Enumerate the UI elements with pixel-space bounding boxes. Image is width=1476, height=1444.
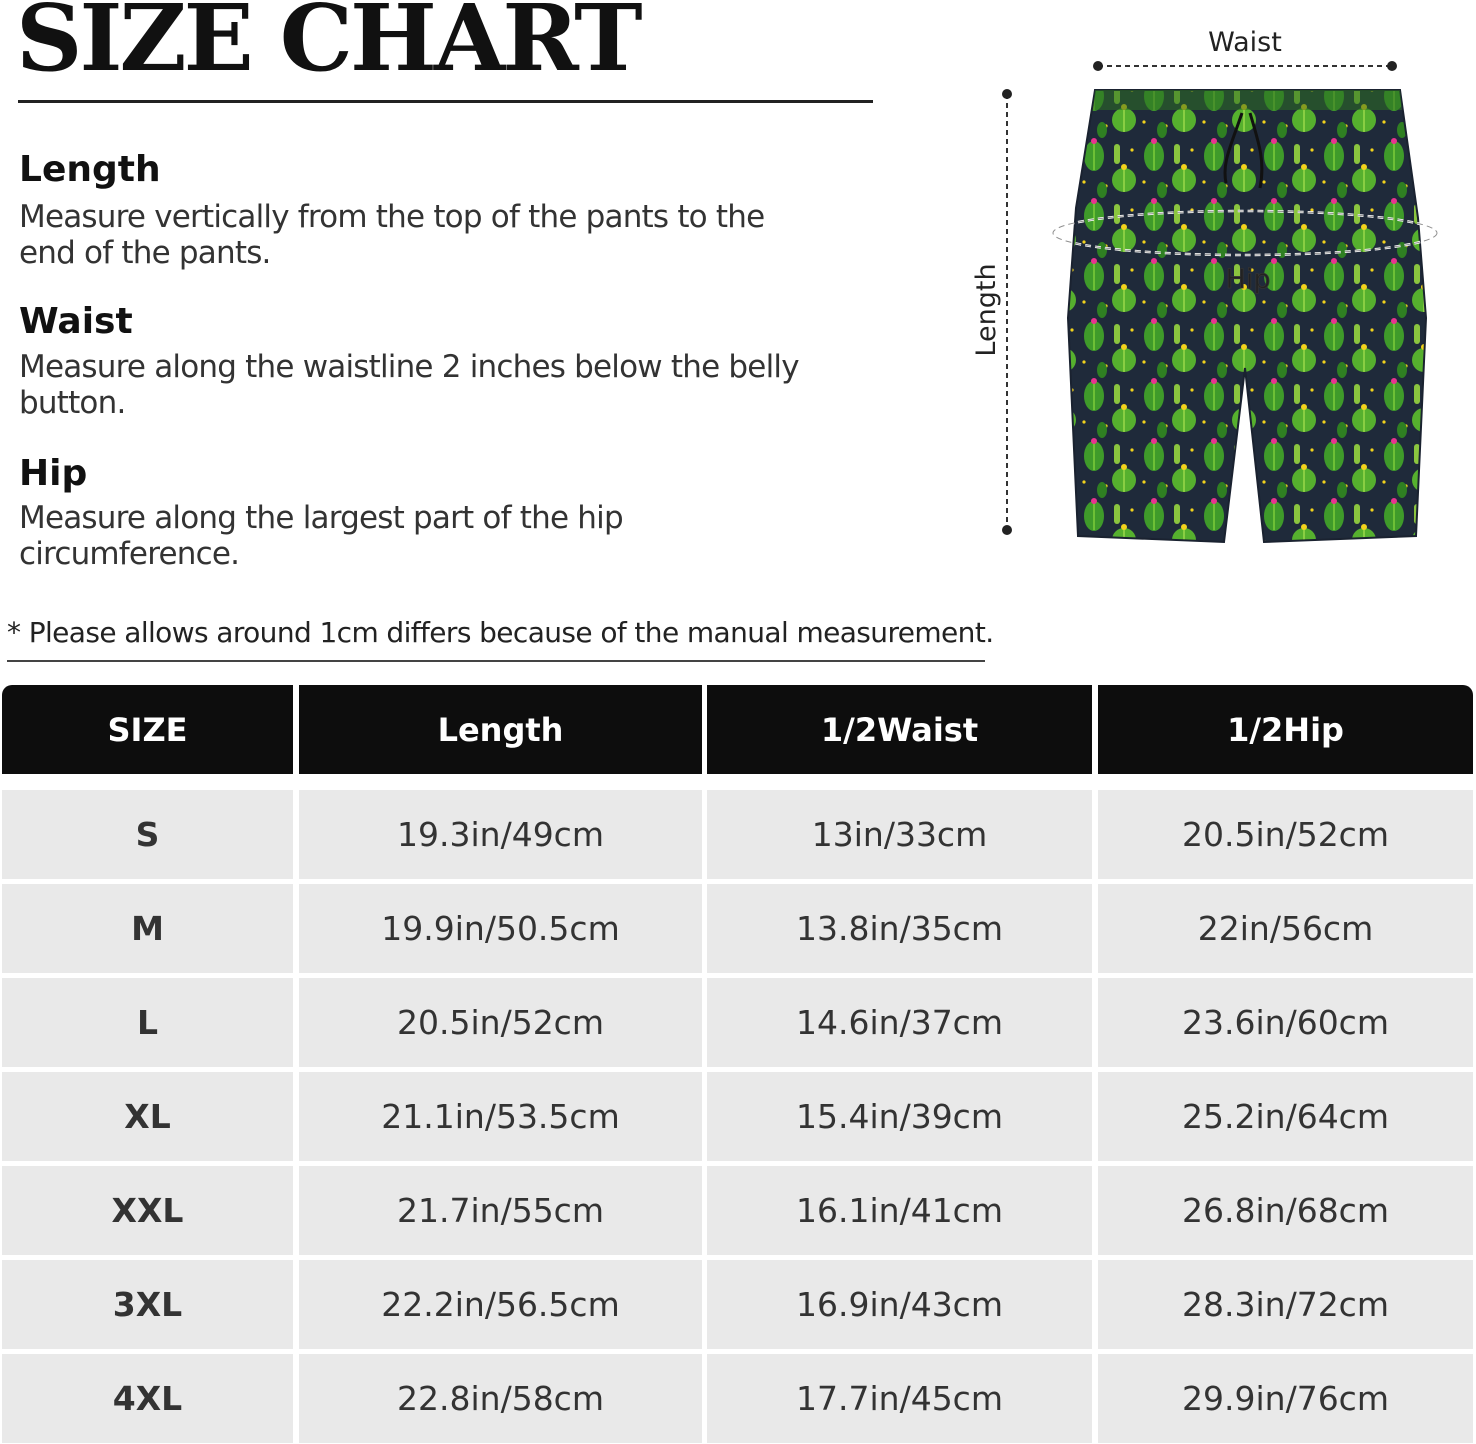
table-cell-length: 22.2in/56.5cm [299, 1260, 702, 1349]
table-cell-length: 21.1in/53.5cm [299, 1072, 702, 1161]
waist-dimension-label: Waist [1208, 27, 1282, 58]
table-cell-half-hip: 28.3in/72cm [1098, 1260, 1473, 1349]
table-cell-size: 3XL [2, 1260, 293, 1349]
table-cell-half-hip: 23.6in/60cm [1098, 978, 1473, 1067]
hip-description: Measure along the largest part of the hip circumference. [19, 500, 623, 572]
table-cell-size: XL [2, 1072, 293, 1161]
note-divider [7, 660, 985, 662]
waist-description: Measure along the waistline 2 inches below the belly button. [19, 349, 799, 421]
length-description: Measure vertically from the top of the pants to the end of the pants. [19, 199, 765, 271]
table-cell-size: S [2, 790, 293, 879]
table-cell-size: M [2, 884, 293, 973]
table-cell-length: 19.9in/50.5cm [299, 884, 702, 973]
length-dimension-label: Length [971, 263, 1002, 357]
hip-dimension-label: Hip [1225, 264, 1271, 295]
table-cell-half-waist: 15.4in/39cm [707, 1072, 1092, 1161]
table-cell-length: 21.7in/55cm [299, 1166, 702, 1255]
table-cell-half-waist: 14.6in/37cm [707, 978, 1092, 1067]
page-title: SIZE CHART [16, 0, 640, 92]
table-cell-half-hip: 25.2in/64cm [1098, 1072, 1473, 1161]
table-cell-half-waist: 13in/33cm [707, 790, 1092, 879]
length-heading: Length [19, 149, 161, 190]
table-cell-size: XXL [2, 1166, 293, 1255]
table-cell-half-hip: 26.8in/68cm [1098, 1166, 1473, 1255]
shorts-measurement-diagram [960, 18, 1460, 558]
table-cell-half-waist: 13.8in/35cm [707, 884, 1092, 973]
table-cell-size: L [2, 978, 293, 1067]
header-half-waist: 1/2Waist [707, 685, 1092, 774]
hip-heading: Hip [19, 453, 88, 494]
table-cell-half-waist: 16.1in/41cm [707, 1166, 1092, 1255]
table-cell-half-hip: 20.5in/52cm [1098, 790, 1473, 879]
table-cell-half-waist: 17.7in/45cm [707, 1354, 1092, 1443]
table-cell-half-hip: 22in/56cm [1098, 884, 1473, 973]
header-length: Length [299, 685, 702, 774]
table-cell-length: 22.8in/58cm [299, 1354, 702, 1443]
table-cell-size: 4XL [2, 1354, 293, 1443]
shorts-image [1068, 90, 1426, 542]
table-cell-length: 19.3in/49cm [299, 790, 702, 879]
title-divider [18, 100, 873, 103]
table-cell-half-waist: 16.9in/43cm [707, 1260, 1092, 1349]
waist-heading: Waist [19, 301, 133, 342]
table-cell-length: 20.5in/52cm [299, 978, 702, 1067]
header-size: SIZE [2, 685, 293, 774]
measurement-note: * Please allows around 1cm differs because of the manual measurement. [7, 616, 994, 649]
header-half-hip: 1/2Hip [1098, 685, 1473, 774]
table-cell-half-hip: 29.9in/76cm [1098, 1354, 1473, 1443]
